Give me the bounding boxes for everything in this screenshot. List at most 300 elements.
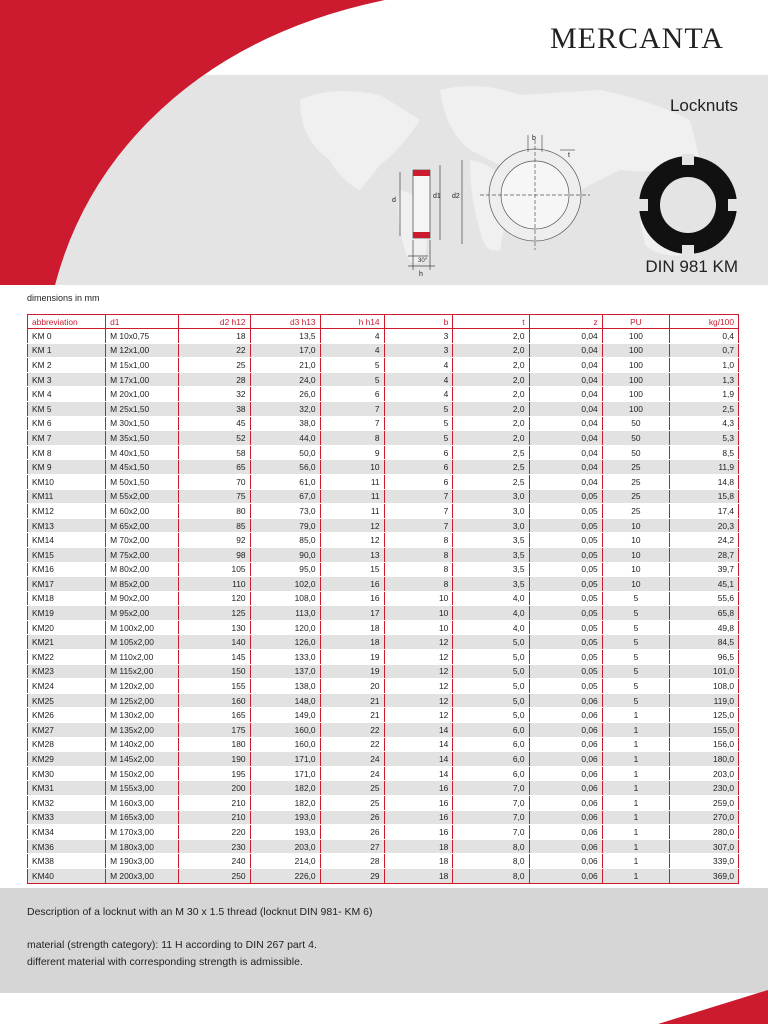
table-cell: 29 xyxy=(320,868,384,883)
table-cell: 3,5 xyxy=(453,547,529,562)
table-cell: 4 xyxy=(320,343,384,358)
table-cell: 18 xyxy=(384,868,453,883)
table-row xyxy=(28,343,739,358)
alternative-material-note: different material with corresponding strength is admissible. xyxy=(27,956,303,968)
table-cell: M 40x1,50 xyxy=(106,445,179,460)
table-cell: M 15x1,00 xyxy=(106,358,179,373)
table-cell: 4 xyxy=(384,387,453,402)
table-cell: 38,0 xyxy=(250,416,320,431)
table-cell: 16 xyxy=(320,591,384,606)
table-cell: 125 xyxy=(179,606,250,621)
table-cell: 0,04 xyxy=(529,401,602,416)
table-cell: 67,0 xyxy=(250,489,320,504)
table-cell: 39,7 xyxy=(670,562,739,577)
table-cell: 25 xyxy=(320,796,384,811)
table-cell: M 75x2,00 xyxy=(106,547,179,562)
table-cell: 0,04 xyxy=(529,387,602,402)
label-h: h xyxy=(419,271,423,278)
table-cell: 8 xyxy=(320,431,384,446)
table-cell: 28 xyxy=(320,854,384,869)
table-cell: 7,0 xyxy=(453,781,529,796)
column-header: d2 h12 xyxy=(179,315,250,329)
table-cell: 52 xyxy=(179,431,250,446)
material-note: material (strength category): 11 H according to DIN 267 part 4. xyxy=(27,939,317,951)
table-cell: 10 xyxy=(602,562,670,577)
table-cell: KM12 xyxy=(28,504,106,519)
standard-label: DIN 981 KM xyxy=(645,257,738,276)
table-row xyxy=(28,547,739,562)
table-cell: KM19 xyxy=(28,606,106,621)
table-cell: 0,06 xyxy=(529,737,602,752)
table-row xyxy=(28,431,739,446)
table-cell: 12 xyxy=(320,533,384,548)
table-cell: KM34 xyxy=(28,825,106,840)
table-cell: KM14 xyxy=(28,533,106,548)
table-cell: 4 xyxy=(384,372,453,387)
table-cell: 10 xyxy=(602,547,670,562)
table-cell: 1 xyxy=(602,752,670,767)
table-cell: 84,5 xyxy=(670,635,739,650)
table-cell: 9 xyxy=(320,445,384,460)
table-cell: 12 xyxy=(384,664,453,679)
table-cell: M 190x3,00 xyxy=(106,854,179,869)
table-cell: 0,05 xyxy=(529,606,602,621)
table-cell: 0,06 xyxy=(529,868,602,883)
table-cell: KM 8 xyxy=(28,445,106,460)
table-cell: M 80x2,00 xyxy=(106,562,179,577)
table-cell: KM18 xyxy=(28,591,106,606)
table-cell: 100 xyxy=(602,329,670,344)
table-cell: 4,0 xyxy=(453,606,529,621)
table-cell: 1 xyxy=(602,796,670,811)
table-cell: 6,0 xyxy=(453,766,529,781)
table-cell: 0,05 xyxy=(529,679,602,694)
table-cell: 182,0 xyxy=(250,781,320,796)
table-cell: 55,6 xyxy=(670,591,739,606)
table-cell: 7 xyxy=(384,504,453,519)
table-cell: 27 xyxy=(320,839,384,854)
table-cell: 171,0 xyxy=(250,766,320,781)
table-cell: M 135x2,00 xyxy=(106,723,179,738)
table-row xyxy=(28,533,739,548)
table-cell: KM38 xyxy=(28,854,106,869)
table-cell: 5,0 xyxy=(453,635,529,650)
table-row xyxy=(28,591,739,606)
table-cell: 8,0 xyxy=(453,839,529,854)
table-cell: 2,0 xyxy=(453,416,529,431)
table-cell: 18 xyxy=(384,839,453,854)
table-cell: 16 xyxy=(384,781,453,796)
table-cell: KM29 xyxy=(28,752,106,767)
table-cell: 20 xyxy=(320,679,384,694)
table-cell: 2,0 xyxy=(453,431,529,446)
table-cell: M 120x2,00 xyxy=(106,679,179,694)
table-cell: 5 xyxy=(602,591,670,606)
table-cell: 156,0 xyxy=(670,737,739,752)
table-row xyxy=(28,401,739,416)
table-header-row xyxy=(28,315,739,329)
table-row xyxy=(28,329,739,344)
table-cell: 4,0 xyxy=(453,591,529,606)
table-cell: M 100x2,00 xyxy=(106,620,179,635)
table-cell: 45 xyxy=(179,416,250,431)
description-note: Description of a locknut with an M 30 x 1.5 thread (locknut DIN 981- KM 6) xyxy=(27,906,373,918)
table-cell: M 10x0,75 xyxy=(106,329,179,344)
table-cell: M 145x2,00 xyxy=(106,752,179,767)
table-cell: 8 xyxy=(384,533,453,548)
table-cell: 0,06 xyxy=(529,781,602,796)
table-cell: KM 5 xyxy=(28,401,106,416)
table-cell: 17 xyxy=(320,606,384,621)
label-d: d xyxy=(392,197,396,204)
table-cell: 226,0 xyxy=(250,868,320,883)
table-cell: 18 xyxy=(320,620,384,635)
table-cell: 11 xyxy=(320,504,384,519)
table-cell: 2,0 xyxy=(453,329,529,344)
column-header: kg/100 xyxy=(670,315,739,329)
table-cell: 5 xyxy=(602,693,670,708)
table-cell: 26 xyxy=(320,825,384,840)
table-cell: 230,0 xyxy=(670,781,739,796)
table-cell: 155,0 xyxy=(670,723,739,738)
table-cell: 119,0 xyxy=(670,693,739,708)
table-cell: 150 xyxy=(179,664,250,679)
table-cell: 14 xyxy=(384,723,453,738)
table-row xyxy=(28,489,739,504)
table-cell: 65,8 xyxy=(670,606,739,621)
table-row xyxy=(28,372,739,387)
table-cell: 8 xyxy=(384,547,453,562)
table-cell: 137,0 xyxy=(250,664,320,679)
table-cell: KM 4 xyxy=(28,387,106,402)
table-cell: 13,5 xyxy=(250,329,320,344)
table-cell: 5,0 xyxy=(453,664,529,679)
table-cell: 11 xyxy=(320,489,384,504)
corner-accent xyxy=(628,990,768,1024)
table-cell: M 70x2,00 xyxy=(106,533,179,548)
table-cell: 0,04 xyxy=(529,416,602,431)
table-cell: 5 xyxy=(602,606,670,621)
table-cell: 240 xyxy=(179,854,250,869)
table-cell: 210 xyxy=(179,796,250,811)
table-row xyxy=(28,562,739,577)
table-cell: 14,8 xyxy=(670,474,739,489)
table-cell: 175 xyxy=(179,723,250,738)
label-b: b xyxy=(532,135,536,142)
table-cell: 3,0 xyxy=(453,489,529,504)
table-cell: 3,5 xyxy=(453,577,529,592)
table-row xyxy=(28,737,739,752)
table-cell: 6 xyxy=(384,445,453,460)
table-cell: 6,0 xyxy=(453,737,529,752)
table-cell: KM21 xyxy=(28,635,106,650)
table-cell: 5 xyxy=(602,650,670,665)
table-cell: KM40 xyxy=(28,868,106,883)
table-cell: 17,4 xyxy=(670,504,739,519)
table-cell: 160 xyxy=(179,693,250,708)
table-cell: 15,8 xyxy=(670,489,739,504)
table-cell: 45,1 xyxy=(670,577,739,592)
brand-logo: MERCANTA xyxy=(550,22,724,55)
table-cell: 25 xyxy=(602,504,670,519)
table-cell: 1 xyxy=(602,839,670,854)
table-cell: KM26 xyxy=(28,708,106,723)
table-cell: 190 xyxy=(179,752,250,767)
table-row xyxy=(28,664,739,679)
table-cell: 10 xyxy=(602,518,670,533)
table-cell: 5 xyxy=(602,620,670,635)
table-row xyxy=(28,708,739,723)
table-cell: 220 xyxy=(179,825,250,840)
table-cell: 203,0 xyxy=(250,839,320,854)
table-cell: 7 xyxy=(384,489,453,504)
table-cell: 120,0 xyxy=(250,620,320,635)
table-cell: 339,0 xyxy=(670,854,739,869)
table-cell: M 45x1,50 xyxy=(106,460,179,475)
table-cell: 14 xyxy=(384,752,453,767)
label-d1: d1 xyxy=(433,193,441,200)
table-cell: KM22 xyxy=(28,650,106,665)
table-row xyxy=(28,504,739,519)
table-cell: 8 xyxy=(384,577,453,592)
table-cell: M 130x2,00 xyxy=(106,708,179,723)
table-cell: 0,06 xyxy=(529,766,602,781)
table-cell: 140 xyxy=(179,635,250,650)
table-cell: 100 xyxy=(602,401,670,416)
table-cell: 0,7 xyxy=(670,343,739,358)
table-cell: 0,06 xyxy=(529,693,602,708)
table-cell: 95,0 xyxy=(250,562,320,577)
header-graphic xyxy=(0,0,768,285)
table-cell: 11 xyxy=(320,474,384,489)
table-row xyxy=(28,387,739,402)
table-cell: 133,0 xyxy=(250,650,320,665)
label-t: t xyxy=(568,152,570,159)
table-cell: 28,7 xyxy=(670,547,739,562)
table-cell: 0,05 xyxy=(529,489,602,504)
table-cell: 155 xyxy=(179,679,250,694)
table-cell: 24,2 xyxy=(670,533,739,548)
table-cell: 108,0 xyxy=(670,679,739,694)
table-cell: M 90x2,00 xyxy=(106,591,179,606)
table-cell: 110 xyxy=(179,577,250,592)
column-header: z xyxy=(529,315,602,329)
table-cell: 0,05 xyxy=(529,504,602,519)
table-cell: 19 xyxy=(320,664,384,679)
table-row xyxy=(28,781,739,796)
table-cell: 65 xyxy=(179,460,250,475)
table-cell: 50 xyxy=(602,416,670,431)
table-cell: 14 xyxy=(384,766,453,781)
table-cell: 80 xyxy=(179,504,250,519)
table-cell: M 200x3,00 xyxy=(106,868,179,883)
table-cell: M 170x3,00 xyxy=(106,825,179,840)
table-cell: 0,06 xyxy=(529,854,602,869)
table-row xyxy=(28,825,739,840)
table-cell: 5 xyxy=(602,635,670,650)
table-cell: 7 xyxy=(384,518,453,533)
table-cell: 307,0 xyxy=(670,839,739,854)
table-cell: 2,0 xyxy=(453,401,529,416)
table-cell: 96,5 xyxy=(670,650,739,665)
table-cell: 0,06 xyxy=(529,839,602,854)
table-cell: 0,05 xyxy=(529,577,602,592)
table-cell: 230 xyxy=(179,839,250,854)
table-cell: 1 xyxy=(602,766,670,781)
table-cell: 3,5 xyxy=(453,533,529,548)
table-cell: 20,3 xyxy=(670,518,739,533)
table-cell: 5 xyxy=(384,416,453,431)
table-cell: 100 xyxy=(602,343,670,358)
table-cell: 125,0 xyxy=(670,708,739,723)
table-cell: 200 xyxy=(179,781,250,796)
table-cell: 193,0 xyxy=(250,825,320,840)
table-cell: M 25x1,50 xyxy=(106,401,179,416)
table-cell: 8,0 xyxy=(453,868,529,883)
table-cell: 0,06 xyxy=(529,796,602,811)
table-row xyxy=(28,679,739,694)
table-cell: 1,3 xyxy=(670,372,739,387)
table-cell: 5 xyxy=(384,431,453,446)
table-cell: 10 xyxy=(602,577,670,592)
table-cell: 102,0 xyxy=(250,577,320,592)
table-cell: 22 xyxy=(179,343,250,358)
table-cell: 3 xyxy=(384,343,453,358)
table-cell: 3,0 xyxy=(453,518,529,533)
table-cell: 7,0 xyxy=(453,810,529,825)
table-cell: 0,06 xyxy=(529,810,602,825)
table-cell: 126,0 xyxy=(250,635,320,650)
table-cell: 165 xyxy=(179,708,250,723)
table-cell: 21 xyxy=(320,708,384,723)
table-row xyxy=(28,606,739,621)
table-cell: 5,0 xyxy=(453,708,529,723)
table-cell: 50 xyxy=(602,445,670,460)
table-cell: 25 xyxy=(179,358,250,373)
table-cell: 0,05 xyxy=(529,562,602,577)
table-cell: 7 xyxy=(320,416,384,431)
table-cell: 28 xyxy=(179,372,250,387)
table-cell: KM13 xyxy=(28,518,106,533)
table-cell: 1 xyxy=(602,868,670,883)
table-cell: 193,0 xyxy=(250,810,320,825)
table-cell: KM30 xyxy=(28,766,106,781)
table-cell: 61,0 xyxy=(250,474,320,489)
table-cell: KM20 xyxy=(28,620,106,635)
table-cell: 108,0 xyxy=(250,591,320,606)
table-cell: 56,0 xyxy=(250,460,320,475)
table-cell: 6,0 xyxy=(453,723,529,738)
table-cell: 85 xyxy=(179,518,250,533)
table-row xyxy=(28,723,739,738)
table-cell: 16 xyxy=(384,796,453,811)
table-cell: 203,0 xyxy=(670,766,739,781)
table-cell: 5,0 xyxy=(453,693,529,708)
table-cell: 5 xyxy=(320,372,384,387)
table-cell: 4 xyxy=(320,329,384,344)
table-cell: 145 xyxy=(179,650,250,665)
table-cell: KM32 xyxy=(28,796,106,811)
table-cell: 25 xyxy=(320,781,384,796)
table-cell: M 50x1,50 xyxy=(106,474,179,489)
table-cell: M 115x2,00 xyxy=(106,664,179,679)
table-cell: 16 xyxy=(384,810,453,825)
table-cell: 180,0 xyxy=(670,752,739,767)
table-cell: 90,0 xyxy=(250,547,320,562)
table-cell: 2,5 xyxy=(670,401,739,416)
table-cell: M 125x2,00 xyxy=(106,693,179,708)
table-cell: 180 xyxy=(179,737,250,752)
table-cell: 2,5 xyxy=(453,474,529,489)
table-cell: 0,05 xyxy=(529,635,602,650)
table-cell: KM33 xyxy=(28,810,106,825)
table-cell: KM 3 xyxy=(28,372,106,387)
table-cell: 195 xyxy=(179,766,250,781)
table-cell: KM 1 xyxy=(28,343,106,358)
table-row xyxy=(28,358,739,373)
table-cell: 3,0 xyxy=(453,504,529,519)
table-cell: 8 xyxy=(384,562,453,577)
table-row xyxy=(28,635,739,650)
table-cell: 3 xyxy=(384,329,453,344)
table-cell: M 155x3,00 xyxy=(106,781,179,796)
table-cell: 75 xyxy=(179,489,250,504)
table-cell: 16 xyxy=(384,825,453,840)
table-cell: 2,0 xyxy=(453,358,529,373)
table-cell: 5 xyxy=(602,679,670,694)
table-cell: 0,05 xyxy=(529,533,602,548)
table-cell: 6 xyxy=(384,460,453,475)
table-cell: 369,0 xyxy=(670,868,739,883)
table-row xyxy=(28,518,739,533)
table-cell: M 95x2,00 xyxy=(106,606,179,621)
table-cell: 12 xyxy=(384,650,453,665)
table-cell: M 105x2,00 xyxy=(106,635,179,650)
table-cell: 1 xyxy=(602,708,670,723)
table-cell: 0,05 xyxy=(529,547,602,562)
table-cell: 44,0 xyxy=(250,431,320,446)
table-cell: KM10 xyxy=(28,474,106,489)
table-cell: 49,8 xyxy=(670,620,739,635)
table-cell: 10 xyxy=(384,591,453,606)
table-cell: 4,0 xyxy=(453,620,529,635)
table-cell: 19 xyxy=(320,650,384,665)
table-cell: 25 xyxy=(602,460,670,475)
table-cell: 0,06 xyxy=(529,723,602,738)
table-cell: 10 xyxy=(320,460,384,475)
table-row xyxy=(28,460,739,475)
table-cell: 32 xyxy=(179,387,250,402)
table-cell: 0,04 xyxy=(529,358,602,373)
table-cell: 12 xyxy=(320,518,384,533)
table-cell: 4,3 xyxy=(670,416,739,431)
table-row xyxy=(28,693,739,708)
table-cell: KM27 xyxy=(28,723,106,738)
table-cell: KM24 xyxy=(28,679,106,694)
table-row xyxy=(28,839,739,854)
table-cell: 5 xyxy=(320,358,384,373)
table-cell: 25 xyxy=(602,489,670,504)
table-cell: 12 xyxy=(384,708,453,723)
table-cell: M 150x2,00 xyxy=(106,766,179,781)
table-cell: 0,05 xyxy=(529,664,602,679)
table-cell: 2,0 xyxy=(453,387,529,402)
column-header: b xyxy=(384,315,453,329)
table-row xyxy=(28,796,739,811)
table-cell: 0,4 xyxy=(670,329,739,344)
column-header: PU xyxy=(602,315,670,329)
table-row xyxy=(28,474,739,489)
